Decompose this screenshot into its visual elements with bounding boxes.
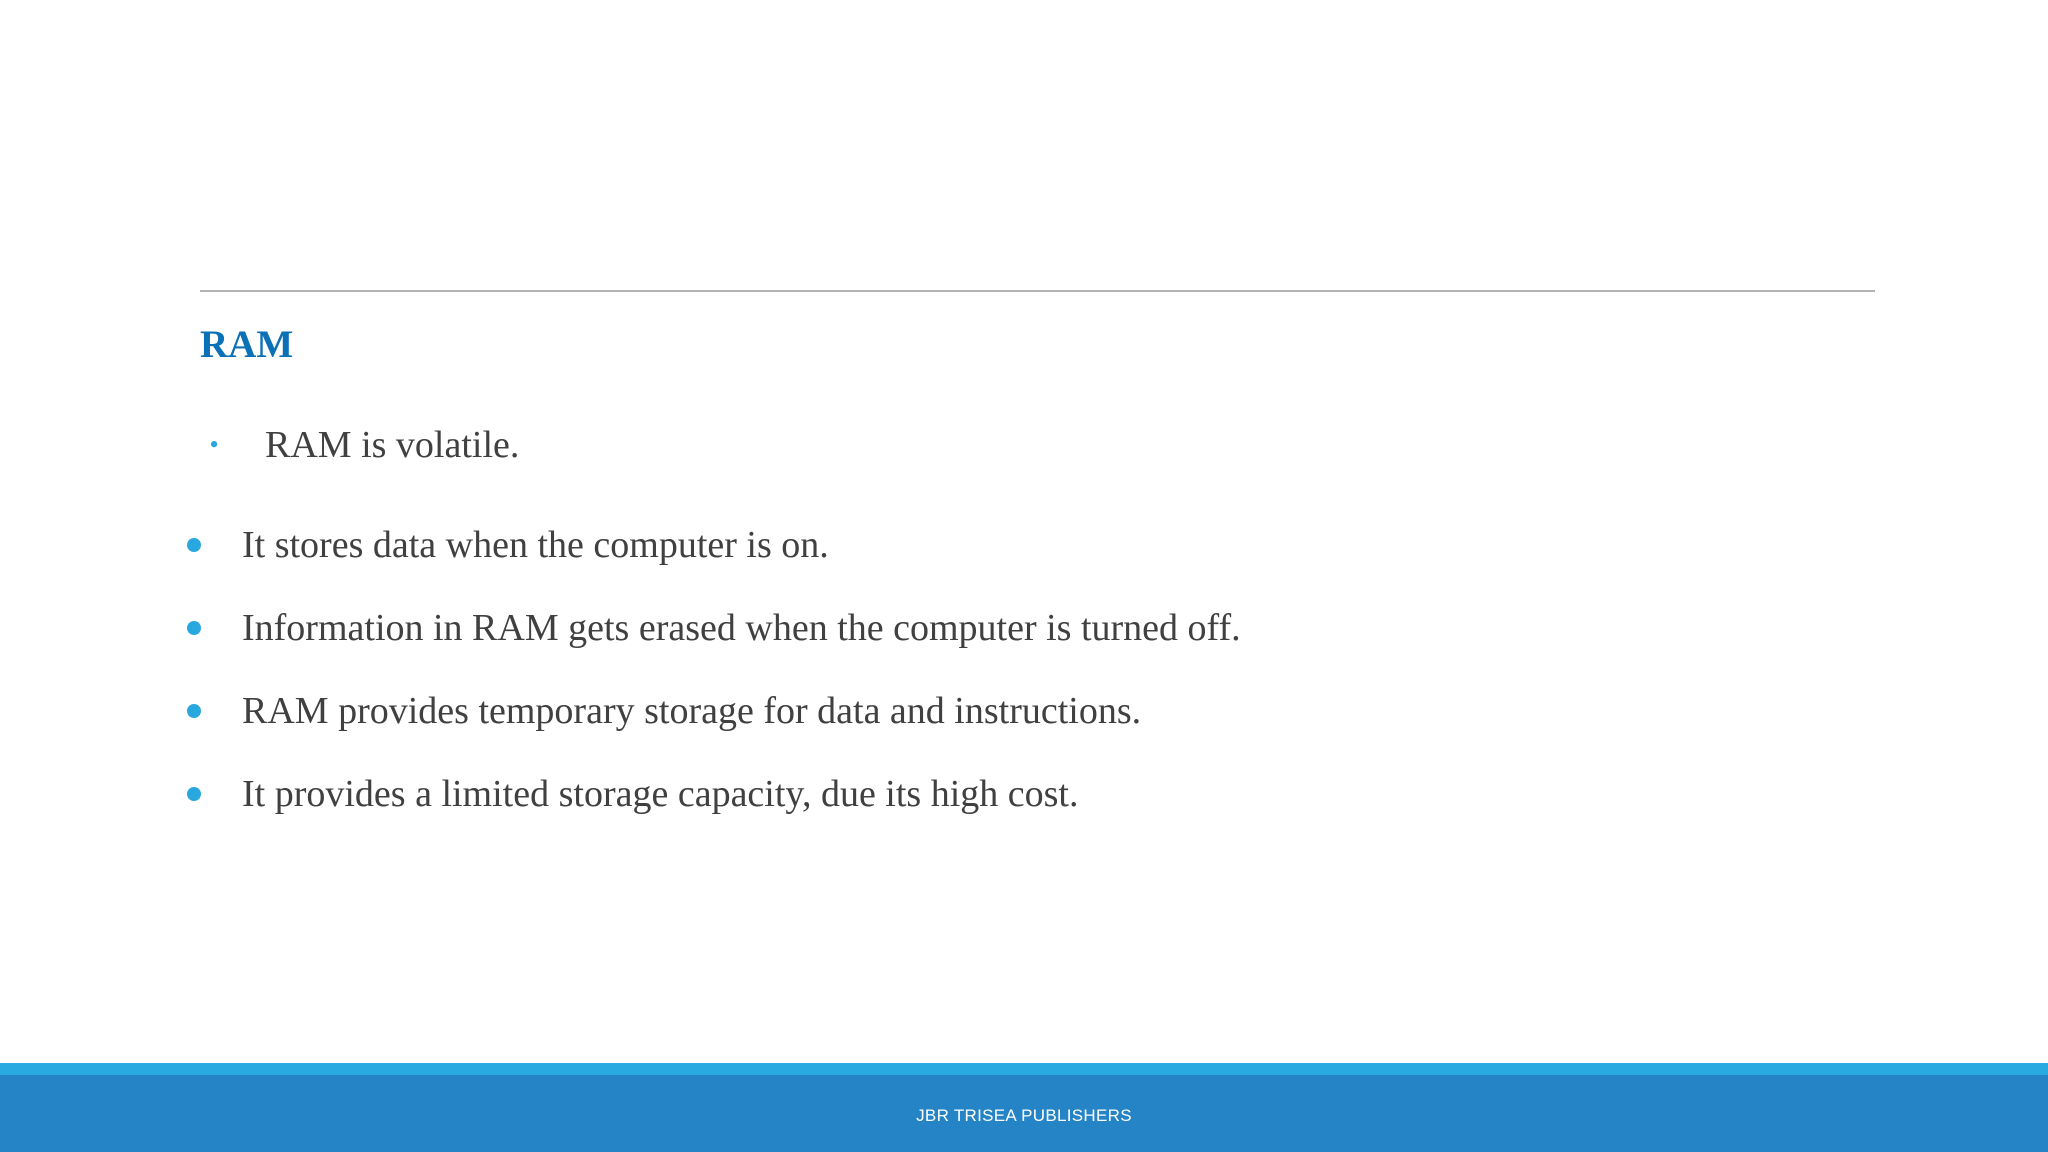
list-item-text: It provides a limited storage capacity, due its high cost. <box>242 773 1079 815</box>
bullet-icon <box>187 704 201 718</box>
list-item-text: RAM provides temporary storage for data and instructions. <box>242 690 1142 732</box>
list-item-text: RAM is volatile. <box>265 424 520 466</box>
bullet-icon: • <box>209 430 219 459</box>
slide-heading: RAM <box>200 323 294 366</box>
list-item-text: It stores data when the computer is on. <box>242 524 829 566</box>
title-divider <box>200 290 1875 292</box>
bullet-icon <box>187 621 201 635</box>
list-item-text: Information in RAM gets erased when the computer is turned off. <box>242 607 1241 649</box>
footer-accent-stripe <box>0 1063 2048 1075</box>
bullet-icon <box>187 538 201 552</box>
bullet-icon <box>187 787 201 801</box>
footer-text: JBR TRISEA PUBLISHERS <box>916 1106 1132 1125</box>
